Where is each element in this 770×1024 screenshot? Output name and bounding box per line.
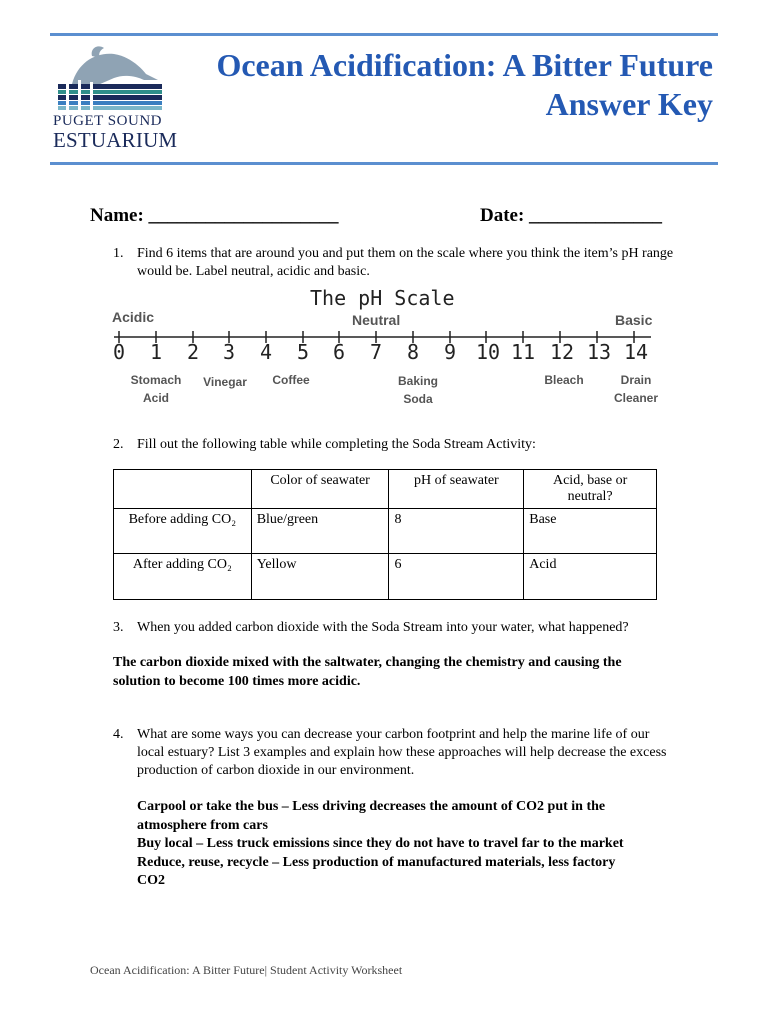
table-header-cell: pH of seawater bbox=[389, 470, 524, 509]
question-1-number: 1. bbox=[113, 246, 124, 261]
soda-stream-table bbox=[113, 469, 657, 600]
ph-item-stomach-acid bbox=[126, 371, 186, 407]
ph-label-basic: Basic bbox=[615, 312, 653, 328]
question-3 bbox=[113, 619, 683, 637]
table-cell: Acid bbox=[524, 554, 657, 600]
ph-item-drain-line1: Drain bbox=[620, 373, 652, 387]
water-waves-graphic bbox=[54, 80, 162, 112]
table-cell: 6 bbox=[389, 554, 524, 600]
name-field: Name: ____________________ bbox=[90, 205, 339, 226]
question-3-text: When you added carbon dioxide with the Soda Stream into your water, what happened? bbox=[137, 620, 629, 635]
ph-number-5: 5 bbox=[296, 340, 310, 364]
answer-3-line1: The carbon dioxide mixed with the saltwater, changing the chemistry and causing the bbox=[113, 655, 622, 670]
ph-number-2: 2 bbox=[186, 340, 200, 364]
ph-number-8: 8 bbox=[406, 340, 420, 364]
table-row bbox=[114, 554, 657, 600]
question-1 bbox=[113, 245, 683, 281]
table-header-row bbox=[114, 470, 657, 509]
ph-number-13: 13 bbox=[586, 340, 612, 364]
table-cell: Yellow bbox=[251, 554, 389, 600]
header-bottom-rule bbox=[50, 162, 718, 165]
table-header-cell bbox=[114, 470, 252, 509]
table-cell: After adding CO₂ bbox=[114, 554, 252, 600]
ph-number-12: 12 bbox=[549, 340, 575, 364]
logo-text-puget-sound: PUGET SOUND bbox=[53, 113, 162, 129]
logo-text-estuarium: ESTUARIUM bbox=[53, 128, 178, 152]
answer-4 bbox=[137, 798, 697, 891]
table-cell: Base bbox=[524, 509, 657, 554]
table-row bbox=[114, 509, 657, 554]
ph-number-7: 7 bbox=[369, 340, 383, 364]
ph-number-14: 14 bbox=[623, 340, 649, 364]
page-footer: Ocean Acidification: A Bitter Future| Student Activity Worksheet bbox=[90, 963, 403, 977]
answer-4-line1: Carpool or take the bus – Less driving decreases the amount of CO2 put in the bbox=[137, 799, 606, 814]
estuarium-logo bbox=[52, 44, 164, 116]
answer-4-line4: Reduce, reuse, recycle – Less production of manufactured materials, less factory bbox=[137, 854, 616, 870]
table-cell: Before adding CO₂ bbox=[114, 509, 252, 554]
heron-bird-graphic bbox=[72, 46, 158, 88]
question-4 bbox=[113, 726, 673, 780]
ph-item-baking-line2: Soda bbox=[403, 392, 433, 406]
ph-item-stomach-line1: Stomach bbox=[130, 373, 182, 387]
answer-4-line2: atmosphere from cars bbox=[137, 817, 268, 833]
date-field: Date: ______________ bbox=[480, 205, 663, 226]
table-header-cell: Color of seawater bbox=[251, 470, 389, 509]
answer-3-line2: solution to become 100 times more acidic. bbox=[113, 673, 361, 689]
question-3-number: 3. bbox=[113, 620, 124, 635]
ph-number-6: 6 bbox=[332, 340, 346, 364]
question-2 bbox=[113, 436, 683, 454]
question-4-text: What are some ways you can decrease your carbon footprint and help the marine life of our local estuary? List 3 examples and explain how these approaches will help decrease the excess production of carbon dioxide in our environment. bbox=[137, 727, 667, 778]
page-title-line2: Answer Key bbox=[545, 86, 713, 122]
ph-item-stomach-line2: Acid bbox=[142, 391, 169, 405]
ph-item-baking-soda bbox=[388, 372, 448, 408]
question-1-text: Find 6 items that are around you and put them on the scale where you think the item’s pH range would be. Label neutral, acidic and basic. bbox=[137, 246, 674, 279]
ph-item-coffee: Coffee bbox=[272, 373, 310, 387]
ph-label-neutral: Neutral bbox=[352, 312, 401, 328]
ph-number-0: 0 bbox=[112, 340, 126, 364]
question-2-text: Fill out the following table while completing the Soda Stream Activity: bbox=[137, 437, 536, 452]
page-title-line1: Ocean Acidification: A Bitter Future bbox=[216, 47, 713, 83]
ph-item-drain-line2: Cleaner bbox=[613, 391, 659, 405]
ph-number-3: 3 bbox=[222, 340, 236, 364]
ph-label-acidic: Acidic bbox=[112, 309, 155, 325]
table-header-cell: Acid, base or neutral? bbox=[524, 470, 657, 509]
ph-number-9: 9 bbox=[443, 340, 457, 364]
ph-item-baking-line1: Baking bbox=[397, 374, 438, 388]
ph-number-11: 11 bbox=[510, 340, 536, 364]
question-2-number: 2. bbox=[113, 437, 124, 452]
ph-item-drain-cleaner bbox=[606, 371, 666, 407]
ph-number-4: 4 bbox=[259, 340, 273, 364]
ph-number-1: 1 bbox=[149, 340, 163, 364]
ph-number-10: 10 bbox=[475, 340, 501, 364]
ph-item-vinegar: Vinegar bbox=[203, 375, 247, 389]
ph-item-bleach: Bleach bbox=[544, 373, 584, 387]
header-top-rule bbox=[50, 33, 718, 36]
question-4-number: 4. bbox=[113, 727, 124, 742]
ph-scale-title: The pH Scale bbox=[310, 286, 455, 310]
table-cell: 8 bbox=[389, 509, 524, 554]
answer-3 bbox=[113, 654, 693, 691]
table-cell: Blue/green bbox=[251, 509, 389, 554]
answer-4-line5: CO2 bbox=[137, 873, 165, 888]
answer-4-line3: Buy local – Less truck emissions since they do not have to travel far to the market bbox=[137, 836, 624, 851]
